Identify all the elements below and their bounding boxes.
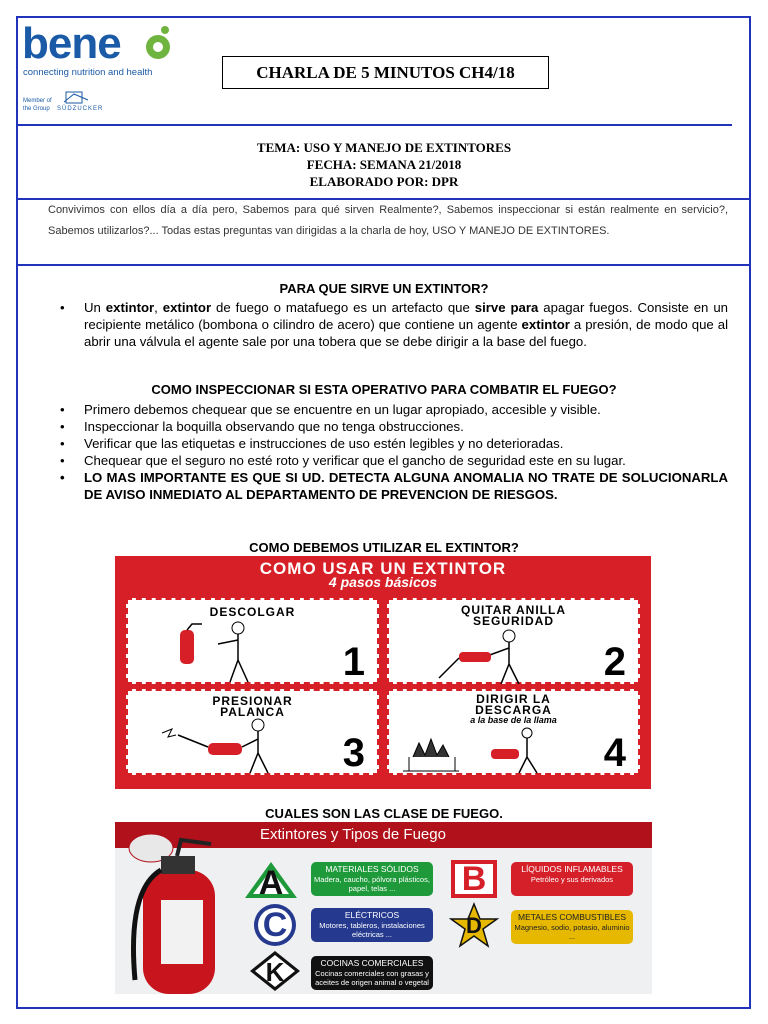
- purpose-item: [62, 299, 728, 350]
- section-heading-inspection: COMO INSPECCIONAR SI ESTA OPERATIVO PARA COMBATIR EL FUEGO?: [151, 382, 617, 397]
- step-label: DESCOLGAR: [209, 605, 296, 619]
- step-label: QUITAR ANILLA: [461, 603, 566, 617]
- logo-member-line1: Member of: [23, 98, 52, 104]
- step-number: 4: [603, 731, 626, 775]
- class-c-desc: Motores, tableros, instalaciones eléctricas ...: [319, 921, 425, 939]
- logo-group-name: SÜDZUCKER: [57, 106, 104, 112]
- inspection-item: • Chequear que el seguro no esté roto y verificar que el gancho de seguridad este en su lugar.: [62, 452, 728, 469]
- fire-extinguish-icon: [399, 727, 549, 775]
- inspection-list: [62, 401, 728, 503]
- step-label-line2: PALANCA: [220, 705, 285, 719]
- logo-tagline: connecting nutrition and health: [23, 67, 153, 78]
- step-number: 3: [342, 731, 365, 775]
- class-k-tag: [311, 956, 433, 990]
- class-k-letter: K: [265, 957, 285, 987]
- step-number: 2: [603, 640, 626, 684]
- class-a-title: MATERIALES SÓLIDOS: [325, 864, 419, 874]
- poster-subtitle: 4 pasos básicos: [328, 574, 438, 590]
- group-logo-icon: [62, 90, 92, 106]
- keyword-extintor: extintor: [105, 300, 155, 315]
- fire-banner-title: Extintores y Tipos de Fuego: [260, 826, 446, 843]
- step-card: [387, 598, 640, 684]
- text-run: de fuego o matafuego es un artefacto que: [211, 300, 475, 315]
- keyword-extintor: extintor: [521, 317, 570, 332]
- section-heading-purpose: PARA QUE SIRVE UN EXTINTOR?: [279, 281, 489, 296]
- keyword-extintor: extintor: [162, 300, 212, 315]
- text-run: ,: [154, 300, 163, 315]
- person-extinguisher-icon: [158, 717, 288, 775]
- divider-header: [16, 124, 732, 126]
- topic-line: TEMA: USO Y MANEJO DE EXTINTORES: [256, 140, 512, 155]
- text-run: apagar fuegos. Consiste en un recipiente metálico (bombona o cilindro de acero) que contiene un agente: [84, 300, 728, 332]
- intro-paragraph: Convivimos con ellos día a día pero, Sabemos para qué sirven Realmente?, Sabemos inspeccionar si están realmente en servicio?, Sabemos utilizarlos?... Todas estas preguntas van dirigidas a la charla de hoy, USO Y MANEJO DE EXTINTORES.: [48, 204, 728, 237]
- fire-extinguisher-icon: [121, 830, 231, 994]
- company-logo: [22, 20, 202, 120]
- class-a-letter: A: [258, 864, 284, 902]
- class-c-title: ELÉCTRICOS: [344, 910, 400, 920]
- person-extinguisher-icon: [168, 620, 278, 684]
- divider-intro: [16, 264, 751, 266]
- class-c-letter: C: [262, 906, 288, 944]
- text-run: Un: [84, 300, 106, 315]
- inspection-item: • Verificar que las etiquetas e instrucciones de uso estén legibles y no deterioradas.: [62, 435, 728, 452]
- class-c-tag: [311, 908, 433, 942]
- date-line: FECHA: SEMANA 21/2018: [306, 157, 462, 172]
- section-heading-usage: COMO DEBEMOS UTILIZAR EL EXTINTOR?: [249, 540, 519, 555]
- step-number: 1: [342, 640, 365, 684]
- step-sublabel: a la base de la llama: [470, 715, 557, 725]
- class-a-desc: Madera, caucho, pólvora plásticos, papel, telas ...: [314, 875, 430, 893]
- poster-title: COMO USAR UN EXTINTOR: [259, 559, 507, 578]
- document-title: CHARLA DE 5 MINUTOS CH4/18: [222, 56, 549, 89]
- inspection-item: • Primero debemos chequear que se encuentre en un lugar apropiado, accesible y visible.: [62, 401, 728, 418]
- logo-member-line2: the Group: [23, 106, 50, 112]
- inspection-item: • Inspeccionar la boquilla observando que no tenga obstrucciones.: [62, 418, 728, 435]
- class-d-letter: D: [466, 913, 482, 938]
- step-label: PRESIONAR: [212, 694, 293, 708]
- step-card: [387, 689, 640, 775]
- step-card: [126, 689, 379, 775]
- step-label-line2: DESCARGA: [475, 703, 552, 717]
- step-label: DIRIGIR LA: [476, 692, 551, 706]
- fire-classes-figure: [115, 822, 652, 994]
- class-a-tag: [311, 862, 433, 896]
- usage-poster: [115, 556, 651, 789]
- keyword-sirve-para: sirve para: [474, 300, 539, 315]
- inspection-item-important: • LO MAS IMPORTANTE ES QUE SI UD. DETECTA ALGUNA ANOMALIA NO TRATE DE SOLUCIONARLA DE AVISO INMEDIATO AL DEPARTAMENTO DE PREVENCION DE RIESGOS.: [62, 469, 728, 503]
- author-line: ELABORADO POR: DPR: [309, 174, 459, 189]
- class-d-desc: Magnesio, sodio, potasio, aluminio ...: [514, 923, 630, 941]
- step-label-line2: SEGURIDAD: [472, 614, 554, 628]
- step-card: [126, 598, 379, 684]
- logo-wordmark: bene: [22, 19, 121, 68]
- class-k-desc: Cocinas comerciales con grasas y aceites de origen animal o vegetal: [315, 969, 429, 987]
- class-d-title: METALES COMBUSTIBLES: [517, 912, 626, 922]
- logo-dot-icon: [144, 25, 172, 61]
- class-k-title: COCINAS COMERCIALES: [320, 958, 424, 968]
- class-b-desc: Petróleo y sus derivados: [530, 875, 614, 884]
- section-heading-fire-classes: CUALES SON LAS CLASE DE FUEGO.: [265, 806, 503, 821]
- class-b-title: LÍQUIDOS INFLAMABLES: [521, 864, 623, 874]
- class-b-tag: [511, 862, 633, 896]
- class-b-letter: B: [461, 860, 487, 898]
- class-d-tag: [511, 910, 633, 944]
- purpose-list: [62, 299, 728, 350]
- person-extinguisher-icon: [429, 628, 549, 684]
- text-run: a presión, de modo que al abrir una válvula el agente sale por una tobera que se debe dirigir a la base del fuego.: [84, 317, 728, 349]
